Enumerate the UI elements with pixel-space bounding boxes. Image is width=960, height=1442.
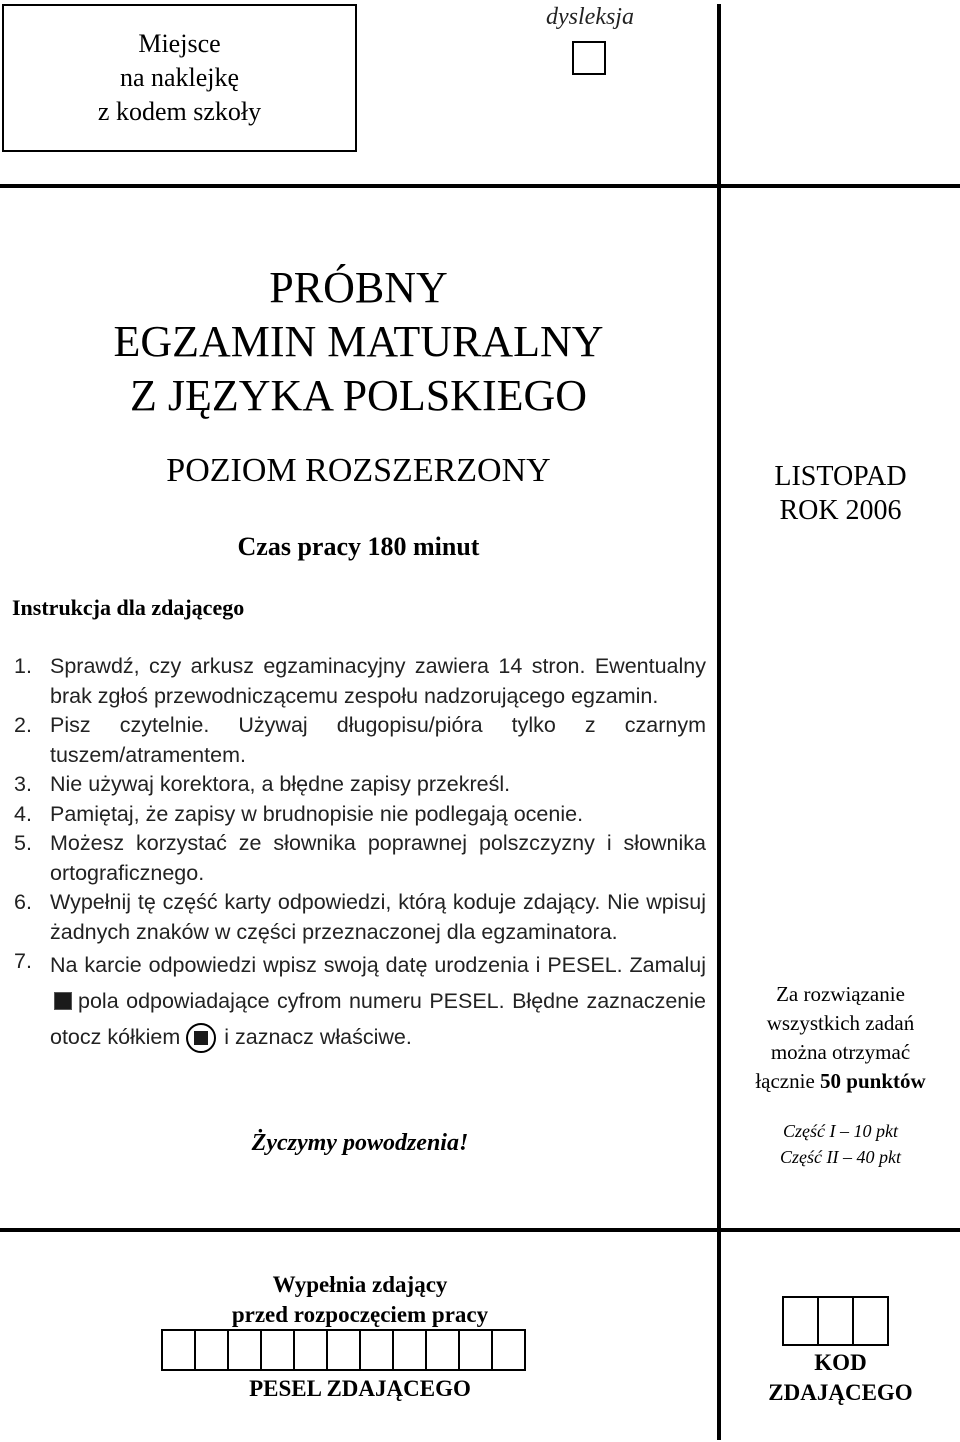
parts-breakdown <box>721 1118 960 1170</box>
code-digit-box[interactable] <box>817 1296 854 1346</box>
pesel-input-row <box>163 1329 526 1371</box>
code-digit-box[interactable] <box>852 1296 889 1346</box>
instruction-text-part: pola odpowiadające cyfrom numeru PESEL. Błędne zaznaczenie otocz kółkiem <box>50 989 706 1049</box>
code-digit-box[interactable] <box>782 1296 819 1346</box>
pesel-digit-box[interactable] <box>227 1329 262 1371</box>
sticker-line-1: Miejsce <box>138 29 221 58</box>
pesel-digit-box[interactable] <box>161 1329 196 1371</box>
pesel-digit-box[interactable] <box>326 1329 361 1371</box>
part-1-points: Część I – 10 pkt <box>783 1121 898 1141</box>
points-line-3: można otrzymać <box>770 1040 911 1064</box>
instruction-item <box>14 800 706 830</box>
sticker-line-3: z kodem szkoły <box>97 97 262 126</box>
candidate-code-label <box>721 1348 960 1408</box>
pesel-digit-box[interactable] <box>458 1329 493 1371</box>
bottom-horizontal-divider <box>0 1228 960 1232</box>
exam-duration: Czas pracy 180 minut <box>237 532 480 561</box>
dyslexia-checkbox[interactable] <box>572 41 606 75</box>
pesel-digit-box[interactable] <box>194 1329 229 1371</box>
title-line-2: EGZAMIN MATURALNY <box>113 317 604 366</box>
exam-level: POZIOM ROZSZERZONY <box>166 452 551 489</box>
instruction-item <box>14 888 706 947</box>
exam-month: LISTOPAD <box>774 461 907 492</box>
instructions-title: Instrukcja dla zdającego <box>12 595 245 620</box>
exam-year: ROK 2006 <box>779 495 902 526</box>
instruction-item <box>14 652 706 711</box>
top-horizontal-divider <box>0 184 960 188</box>
pesel-digit-box[interactable] <box>260 1329 295 1371</box>
dyslexia-label: dysleksja <box>546 4 634 30</box>
sticker-line-2: na naklejkę <box>119 63 240 92</box>
pesel-digit-box[interactable] <box>293 1329 328 1371</box>
vertical-divider <box>717 4 721 1440</box>
pesel-digit-box[interactable] <box>491 1329 526 1371</box>
instruction-text: Możesz korzystać ze słownika poprawnej polszczyzny i słownika ortograficznego. <box>50 831 706 885</box>
fill-title-line-1: Wypełnia zdający <box>272 1272 448 1297</box>
instructions-list <box>14 652 706 1055</box>
code-label-line-2: ZDAJĄCEGO <box>768 1380 913 1405</box>
instruction-number: 4. <box>14 801 32 826</box>
instruction-text: Pamiętaj, że zapisy w brudnopisie nie podlegają ocenie. <box>50 801 584 826</box>
pesel-digit-box[interactable] <box>359 1329 394 1371</box>
instruction-text <box>50 947 706 1055</box>
points-prefix: łącznie <box>755 1069 821 1093</box>
instruction-text: Wypełnij tę część karty odpowiedzi, którą koduje zdający. Nie wpisuj żadnych znaków w części przeznaczonej dla egzaminatora. <box>50 890 706 944</box>
points-line-4 <box>721 1067 960 1096</box>
fill-title-line-2: przed rozpoczęciem pracy <box>231 1302 489 1327</box>
good-luck-text: Życzymy powodzenia! <box>251 1130 469 1156</box>
instruction-text: Pisz czytelnie. Używaj długopisu/pióra tylko z czarnym tuszem/atramentem. <box>50 713 706 767</box>
instruction-number: 7. <box>14 949 32 973</box>
instruction-item <box>14 829 706 888</box>
filled-square-icon <box>54 992 72 1010</box>
instruction-item <box>14 711 706 770</box>
instruction-text-part: i zaznacz właściwe. <box>224 1025 412 1049</box>
points-line-1: Za rozwiązanie <box>776 982 905 1006</box>
instruction-item <box>14 770 706 800</box>
fill-by-candidate-title <box>160 1270 560 1330</box>
points-total: 50 punktów <box>820 1069 926 1093</box>
instruction-text: Nie używaj korektora, a błędne zapisy przekreśl. <box>50 772 511 796</box>
instruction-number: 6. <box>14 890 32 914</box>
part-2-points: Część II – 40 pkt <box>780 1147 901 1167</box>
points-info <box>721 980 960 1096</box>
pesel-label: PESEL ZDAJĄCEGO <box>249 1376 471 1401</box>
exam-date <box>721 460 960 528</box>
instruction-number: 3. <box>14 772 32 796</box>
instruction-text-part: Na karcie odpowiedzi wpisz swoją datę urodzenia i PESEL. Zamaluj <box>50 953 706 977</box>
pesel-digit-box[interactable] <box>392 1329 427 1371</box>
title-line-1: PRÓBNY <box>269 263 448 312</box>
instruction-text: Sprawdź, czy arkusz egzaminacyjny zawiera 14 stron. Ewentualny brak zgłoś przewodniczącemu zespołu nadzorującego egzamin. <box>50 654 706 708</box>
school-code-sticker-box <box>2 4 357 152</box>
title-line-3: Z JĘZYKA POLSKIEGO <box>129 371 588 420</box>
instruction-number: 2. <box>14 713 32 737</box>
circled-square-icon <box>186 1023 216 1053</box>
candidate-code-input-row <box>784 1296 889 1346</box>
points-line-2: wszystkich zadań <box>766 1011 915 1035</box>
instruction-item <box>14 947 706 1055</box>
code-label-line-1: KOD <box>814 1350 867 1375</box>
pesel-digit-box[interactable] <box>425 1329 460 1371</box>
instruction-number: 1. <box>14 654 32 678</box>
instruction-number: 5. <box>14 831 32 855</box>
